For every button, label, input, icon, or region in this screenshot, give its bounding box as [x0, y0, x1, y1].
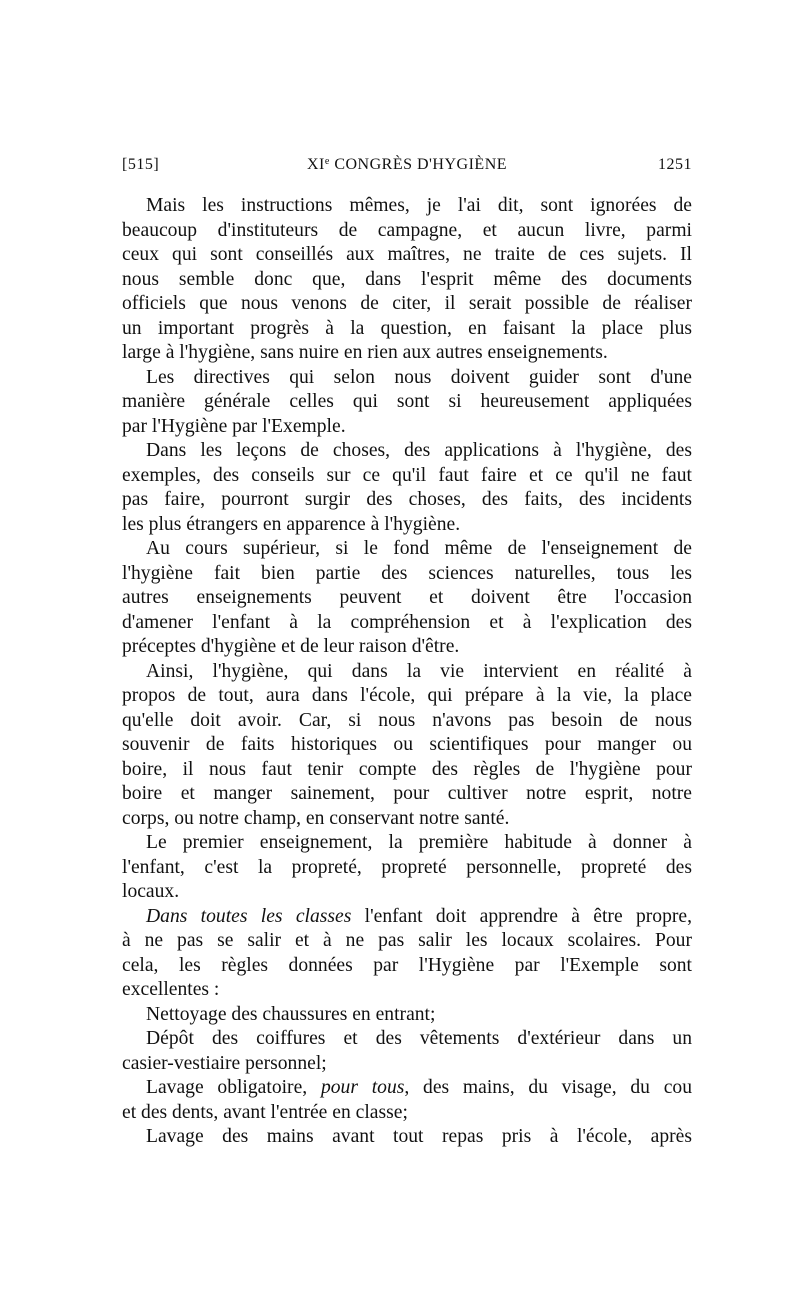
text-line-content: souvenir de faits historiques ou scientifiques pour manger ou [122, 734, 692, 755]
text-line [122, 1027, 692, 1052]
text-line-content: manière générale celles qui sont si heureusement appliquées [122, 391, 692, 412]
text-line [122, 513, 692, 538]
text-line-content: boire et manger sainement, pour cultiver notre esprit, notre [122, 783, 692, 804]
text-line [122, 562, 692, 587]
text-line-content: l'enfant, c'est la propreté, propreté personnelle, propreté des [122, 856, 692, 878]
text-line [122, 709, 692, 734]
page-reference: [515] [122, 156, 160, 173]
text-line-content: par l'Hygiène par l'Exemple. [122, 415, 346, 437]
text-line-content: officiels que nous venons de citer, il serait possible de réaliser [122, 293, 692, 314]
italic-phrase: Dans toutes les classes [146, 905, 352, 927]
text-line-content: qu'elle doit avoir. Car, si nous n'avons pas besoin de nous [122, 709, 692, 731]
text-line [122, 415, 692, 440]
text-line-content: un important progrès à la question, en faisant la place plus [122, 317, 692, 339]
running-title-numeral: XI [306, 156, 325, 173]
text-line-content: Lavage des mains avant tout repas pris à l'école, après [146, 1126, 692, 1147]
text-line [122, 537, 692, 562]
text-line [122, 341, 692, 366]
running-title-superscript: e [324, 156, 330, 167]
text-line [122, 219, 692, 244]
text-line-content: corps, ou notre champ, en conservant notre santé. [122, 807, 510, 829]
text-line [122, 268, 692, 293]
text-line-content: casier-vestiaire personnel; [122, 1052, 327, 1074]
text-line-content: Dépôt des coiffures et des vêtements d'extérieur dans un [146, 1028, 692, 1049]
text-line-lead: Lavage obligatoire, [146, 1077, 321, 1098]
text-line [122, 978, 692, 1003]
text-line [122, 635, 692, 660]
text-line-content: large à l'hygiène, sans nuire en rien aux autres enseignements. [122, 342, 608, 363]
text-line [122, 194, 692, 219]
text-line [122, 1052, 692, 1077]
text-line [122, 292, 692, 317]
text-line-content: nous semble donc que, dans l'esprit même des documents [122, 268, 692, 290]
text-line [122, 954, 692, 979]
text-line-content: Nettoyage des chaussures en entrant; [146, 1003, 436, 1025]
text-line [122, 807, 692, 832]
text-line-content: boire, il nous faut tenir compte des règles de l'hygiène pour [122, 758, 692, 780]
text-line [122, 684, 692, 709]
running-title-text: CONGRÈS D'HYGIÈNE [329, 156, 508, 173]
body-text [122, 194, 692, 1150]
text-line [122, 782, 692, 807]
text-line-content: locaux. [122, 881, 180, 902]
text-line-content: à ne pas se salir et à ne pas salir les locaux scolaires. Pour [122, 930, 692, 951]
italic-phrase: pour tous [320, 1077, 405, 1098]
text-line [122, 856, 692, 881]
text-line-content: exemples, des conseils sur ce qu'il faut faire et ce qu'il ne faut [122, 464, 692, 486]
text-line [122, 929, 692, 954]
text-line-content: Mais les instructions mêmes, je l'ai dit, sont ignorées de [146, 195, 692, 216]
text-line-content: excellentes : [122, 979, 220, 1000]
text-line-content: Au cours supérieur, si le fond même de l'enseignement de [146, 538, 692, 559]
text-line [122, 464, 692, 489]
text-line-content: l'enfant doit apprendre à être propre, [351, 905, 692, 927]
text-line [122, 390, 692, 415]
text-line-content: autres enseignements peuvent et doivent être l'occasion [122, 587, 692, 608]
text-line-content: les plus étrangers en apparence à l'hygiène. [122, 513, 461, 535]
text-line [122, 366, 692, 391]
text-line [122, 905, 692, 930]
text-line [122, 831, 692, 856]
text-line [122, 1101, 692, 1126]
text-line-content: propos de tout, aura dans l'école, qui prépare à la vie, la place [122, 685, 692, 706]
text-line [122, 733, 692, 758]
text-line-content: Le premier enseignement, la première habitude à donner à [146, 832, 692, 853]
running-title [122, 156, 692, 174]
text-line [122, 1076, 692, 1101]
text-line-content: l'hygiène fait bien partie des sciences naturelles, tous les [122, 562, 692, 584]
text-line [122, 439, 692, 464]
text-line [122, 317, 692, 342]
text-line-content: pas faire, pourront surgir des choses, des faits, des incidents [122, 489, 692, 510]
page-number: 1251 [658, 156, 692, 173]
text-line [122, 243, 692, 268]
text-line-content: , des mains, du visage, du cou [404, 1077, 693, 1098]
text-line-content: ceux qui sont conseillés aux maîtres, ne traite de ces sujets. Il [122, 244, 692, 265]
text-line [122, 611, 692, 636]
text-line-content: Ainsi, l'hygiène, qui dans la vie intervient en réalité à [146, 660, 692, 682]
text-line-content: préceptes d'hygiène et de leur raison d'être. [122, 636, 460, 657]
text-line [122, 1003, 692, 1028]
text-line-content: Dans les leçons de choses, des applications à l'hygiène, des [146, 440, 692, 461]
text-line-content: d'amener l'enfant à la compréhension et à l'explication des [122, 611, 692, 633]
running-header [122, 156, 692, 180]
text-line-content: cela, les règles données par l'Hygiène par l'Exemple sont [122, 954, 692, 976]
text-line [122, 660, 692, 685]
text-line-content: Les directives qui selon nous doivent guider sont d'une [146, 366, 692, 388]
text-line-content: et des dents, avant l'entrée en classe; [122, 1101, 408, 1123]
text-line-content: beaucoup d'instituteurs de campagne, et aucun livre, parmi [122, 219, 692, 241]
text-line [122, 1125, 692, 1150]
text-line [122, 488, 692, 513]
text-line [122, 758, 692, 783]
text-line [122, 586, 692, 611]
text-line [122, 880, 692, 905]
